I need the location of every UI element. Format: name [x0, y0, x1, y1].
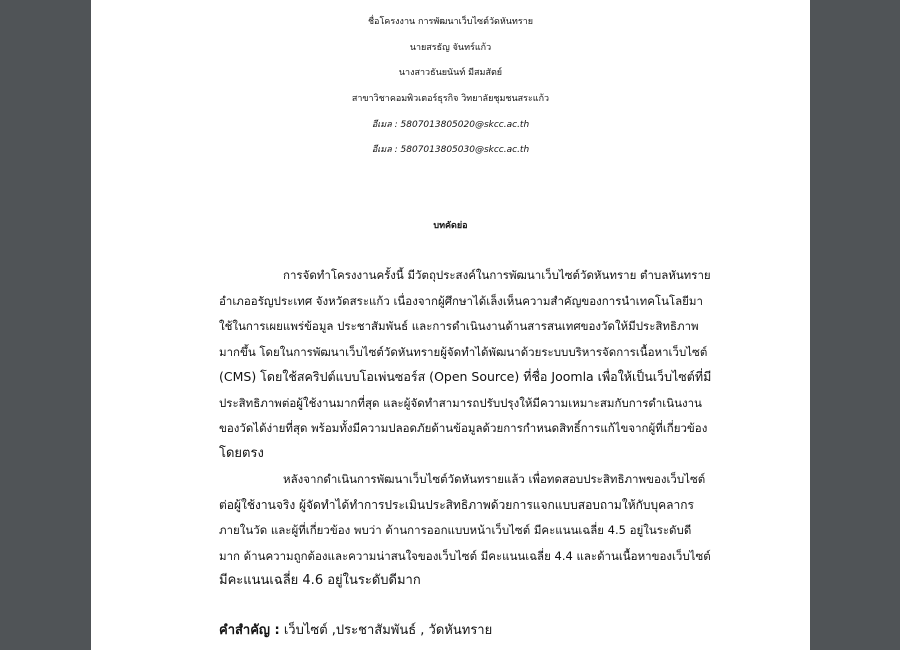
text-line: มากขึ้น โดยในการพัฒนาเว็บไซต์วัดหันทรายผู้จัดทำได้พัฒนาด้วยระบบบริหารจัดการเนื้อหาเว็บไซต์ [219, 345, 708, 359]
author-1: นายสรธัญ จันทร์แก้ว [409, 43, 492, 53]
abstract-title: บทคัดย่อ [433, 221, 468, 231]
text-line: ประสิทธิภาพต่อผู้ใช้งานมากที่สุด และผู้จัดทำสามารถปรับปรุงให้มีความเหมาะสมกับการดำเนินงาน [219, 396, 702, 410]
keywords-values: เว็บไซต์ ,ประชาสัมพันธ์ , วัดหันทราย [279, 623, 493, 638]
text-line: อำเภออรัญประเทศ จังหวัดสระแก้ว เนื่องจากผู้ศึกษาได้เล็งเห็นความสำคัญของการนำเทคโนโลยีมา [219, 294, 703, 308]
document-page [91, 0, 810, 650]
text-line: (CMS) โดยใช้สคริปต์แบบโอเพ่นซอร์ส (Open Source) ที่ชื่อ Joomla เพื่อให้เป็นเว็บไซต์ที่มี [219, 369, 712, 384]
text-line: ต่อผู้ใช้งานจริง ผู้จัดทำได้ทำการประเมินประสิทธิภาพด้วยการแจกแบบสอบถามให้กับบุคลากร [219, 498, 694, 512]
text-line: มาก ด้านความถูกต้องและความน่าสนใจของเว็บไซต์ มีคะแนนเฉลี่ย 4.4 และด้านเนื้อหาของเว็บไซต์ [219, 549, 711, 563]
email-1: อีเมล : 5807013805020@skcc.ac.th [371, 120, 530, 130]
text-line: การจัดทำโครงงานครั้งนี้ มีวัตถุประสงค์ในการพัฒนาเว็บไซต์วัดหันทราย ตำบลหันทราย [283, 268, 711, 282]
email-2: อีเมล : 5807013805030@skcc.ac.th [371, 145, 530, 155]
text-line: ภายในวัด และผู้ที่เกี่ยวข้อง พบว่า ด้านการออกแบบหน้าเว็บไซต์ มีคะแนนเฉลี่ย 4.5 อยู่ในระดับดี [219, 523, 692, 537]
text-line: มีคะแนนเฉลี่ย 4.6 อยู่ในระดับดีมาก [219, 573, 421, 588]
keywords-label: คำสำคัญ : [219, 623, 280, 638]
department: สาขาวิชาคอมพิวเตอร์ธุรกิจ วิทยาลัยชุมชนสระแก้ว [351, 94, 550, 104]
project-title: ชื่อโครงงาน การพัฒนาเว็บไซต์วัดหันทราย [367, 17, 534, 27]
text-line: โดยตรง [219, 446, 264, 461]
text-line: ใช้ในการเผยแพร่ข้อมูล ประชาสัมพันธ์ และการดำเนินงานด้านสารสนเทศของวัดให้มีประสิทธิภาพ [219, 319, 699, 333]
text-line: หลังจากดำเนินการพัฒนาเว็บไซต์วัดหันทรายแล้ว เพื่อทดสอบประสิทธิภาพของเว็บไซต์ [283, 472, 706, 486]
author-2: นางสาวธันยนันท์ มีสมสัตย์ [398, 68, 503, 78]
text-line: ของวัดได้ง่ายที่สุด พร้อมทั้งมีความปลอดภัยด้านข้อมูลด้วยการกำหนดสิทธิ์การแก้ไขจากผู้ที่เกี่ยวข้อง [219, 421, 708, 435]
keywords-line [219, 622, 492, 640]
